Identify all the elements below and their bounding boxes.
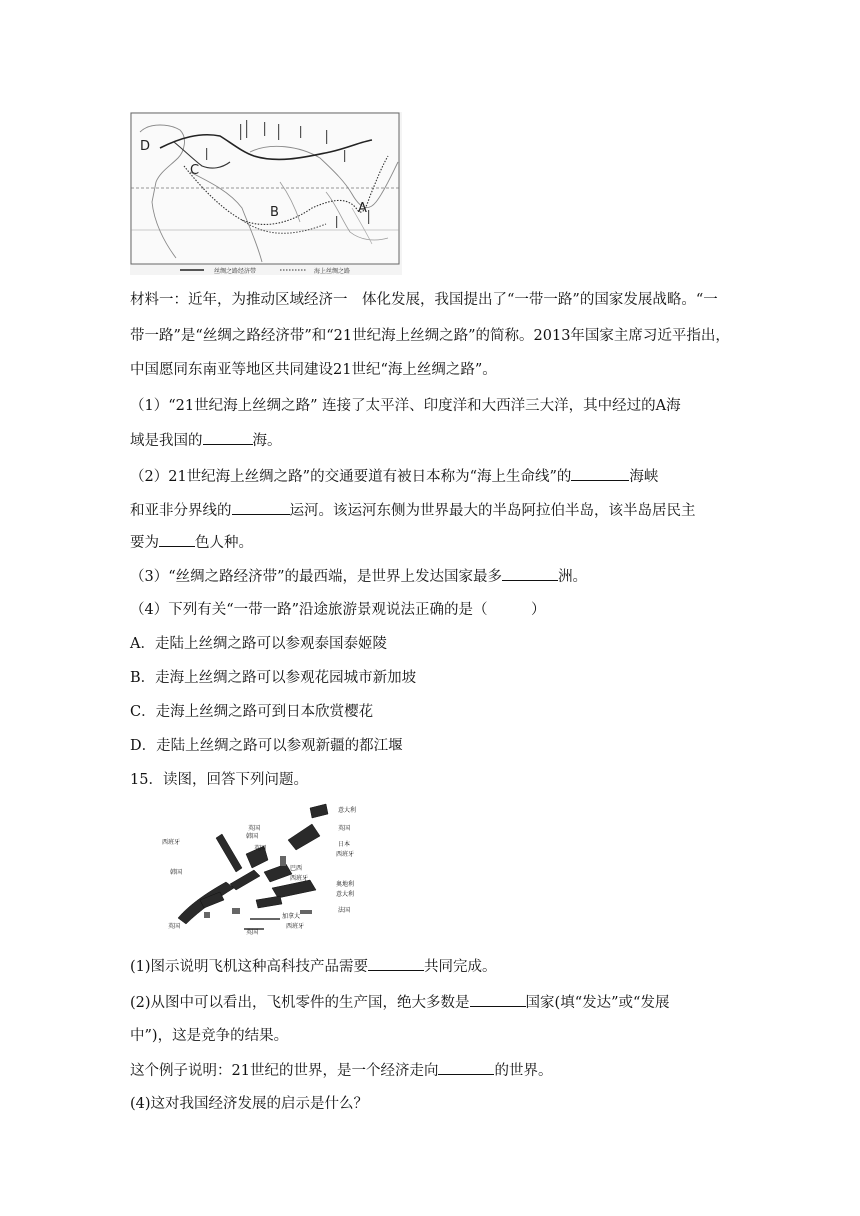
fig-label-austria: 奥地利	[336, 881, 355, 888]
fig-label-uk-1: 英国	[338, 825, 351, 832]
fig-label-japan: 日本	[338, 841, 351, 848]
material1-line1: 材料一：近年，为推动区域经济一 体化发展，我国提出了“一带一路”的国家发展战略。“一	[130, 292, 718, 308]
q15-blank-3[interactable]	[438, 1060, 494, 1075]
q15-p2: (2)从图中可以看出，飞机零件的生产国，绝大多数是 国家(填“发达”或“发展	[130, 992, 669, 1013]
map-label-c: C	[190, 163, 200, 178]
fig-label-korea-2: 韩国	[170, 869, 183, 876]
fig-label-france: 法国	[338, 907, 351, 914]
legend-land-route: 丝绸之路经济带	[214, 268, 257, 275]
fig-label-uk-4: 英国	[168, 923, 181, 930]
fig-label-italy-2: 意大利	[336, 891, 355, 898]
q15-p1: (1)图示说明飞机这种高科技产品需要 共同完成。	[130, 956, 497, 977]
fig-label-canada: 加拿大	[282, 913, 301, 920]
q15-blank-1[interactable]	[368, 956, 424, 971]
q3-line: （3）“丝绸之路经济带”的最西端，是世界上发达国家最多 洲。	[130, 566, 587, 587]
map-label-d: D	[140, 139, 151, 154]
q4-option-d[interactable]: D．走陆上丝绸之路可以参观新疆的都江堰	[130, 738, 403, 754]
material1-line2: 带一路”是“丝绸之路经济带”和“21世纪海上丝绸之路”的简称。2013年国家主席习近平指出，	[130, 328, 730, 344]
material1-line3: 中国愿同东南亚等地区共同建设21世纪“海上丝绸之路”。	[130, 362, 497, 378]
q2-line1: （2）21世纪海上丝绸之路”的交通要道有被日本称为“海上生命线”的 海峡	[130, 466, 658, 487]
fig-label-italy-1: 意大利	[338, 807, 357, 814]
q1-blank[interactable]	[203, 430, 253, 445]
q4-stem: （4）下列有关“一带一路”沿途旅游景观说法正确的是（ ）	[130, 602, 546, 618]
q2-line3: 要为 色人种。	[130, 532, 253, 553]
fig-label-brazil: 巴西	[290, 865, 303, 872]
fig-label-spain-1: 西班牙	[336, 851, 355, 858]
q2-blank-canal[interactable]	[232, 500, 290, 515]
map-label-a: A	[358, 201, 367, 216]
silk-road-map	[130, 112, 402, 275]
fig-label-spain-4: 西班牙	[286, 923, 305, 930]
q15-p4: (4)这对我国经济发展的启示是什么？	[130, 1096, 369, 1112]
q1-line1: （1）“21世纪海上丝绸之路” 连接了太平洋、印度洋和大西洋三大洋，其中经过的A海	[130, 398, 681, 414]
q1-line2: 域是我国的 海。	[130, 430, 282, 451]
q4-option-c[interactable]: C．走海上丝绸之路可到日本欣赏樱花	[130, 704, 374, 720]
q15-p2-cont: 中”)，这是竞争的结果。	[130, 1028, 289, 1044]
legend-sea-route: 海上丝绸之路	[314, 268, 351, 275]
fig-label-spain-2: 西班牙	[162, 839, 181, 846]
airplane-parts-figure	[160, 800, 360, 935]
q15-blank-2[interactable]	[470, 992, 526, 1007]
fig-label-uk-5: 英国	[246, 929, 259, 935]
q2-line2: 和亚非分界线的 运河。该运河东侧为世界最大的半岛阿拉伯半岛，该半岛居民主	[130, 500, 696, 521]
map-label-b: B	[270, 205, 279, 220]
q3-blank[interactable]	[502, 566, 558, 581]
q4-option-a[interactable]: A．走陆上丝绸之路可以参观泰国泰姬陵	[130, 636, 387, 652]
q15-p3: 这个例子说明：21世纪的世界，是一个经济走向 的世界。	[130, 1060, 552, 1081]
fig-label-korea-1: 韩国	[246, 833, 259, 840]
q4-option-b[interactable]: B．走海上丝绸之路可以参观花园城市新加坡	[130, 670, 417, 686]
q2-blank-strait[interactable]	[571, 466, 629, 481]
fig-label-uk-2: 英国	[248, 825, 261, 832]
q2-blank-race[interactable]	[159, 532, 195, 547]
fig-label-spain-3: 西班牙	[290, 875, 309, 882]
fig-label-uk-3: 英国	[254, 845, 267, 852]
q15-title: 15．读图，回答下列问题。	[130, 772, 308, 788]
